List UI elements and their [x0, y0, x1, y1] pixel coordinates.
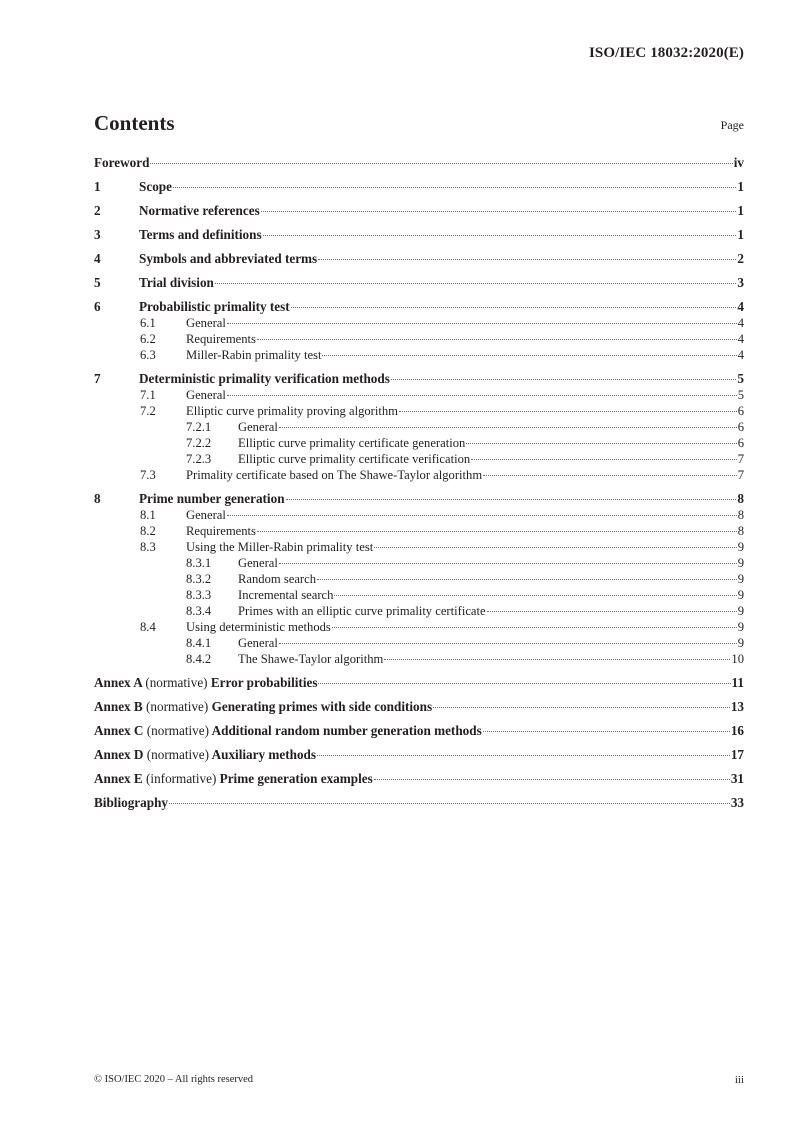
- toc-entry-number: 4: [94, 251, 101, 266]
- toc-entry-page: 9: [737, 604, 744, 618]
- toc-entry-page: 2: [737, 251, 744, 266]
- toc-entry-page: 5: [737, 371, 744, 386]
- toc-entry[interactable]: [94, 251, 744, 267]
- toc-entry[interactable]: [94, 315, 744, 331]
- dot-leader: [173, 186, 736, 188]
- toc-entry-page: 1: [737, 227, 744, 242]
- toc-entry-page: iv: [733, 155, 744, 170]
- toc-entry-title: General: [238, 636, 278, 650]
- annex-heading: [94, 675, 317, 691]
- toc-entry-page: 8: [737, 508, 744, 522]
- dot-leader: [279, 426, 737, 428]
- toc-entry[interactable]: [94, 587, 744, 603]
- dot-leader: [263, 234, 737, 236]
- toc-entry[interactable]: [94, 451, 744, 467]
- toc-annex-c[interactable]: [94, 723, 744, 739]
- toc-entry-title: Normative references: [139, 203, 260, 218]
- toc-entry[interactable]: [94, 491, 744, 507]
- dot-leader: [286, 498, 737, 500]
- toc-entry-title: Symbols and abbreviated terms: [139, 251, 318, 266]
- toc-entry-number: 8.4: [140, 620, 156, 634]
- toc-entry-title: Incremental search: [238, 588, 334, 602]
- toc-entry-page: 9: [737, 620, 744, 634]
- dot-leader: [215, 282, 737, 284]
- toc-entry[interactable]: [94, 467, 744, 483]
- dot-leader: [317, 754, 730, 756]
- toc-entry-title: Random search: [238, 572, 316, 586]
- dot-leader: [466, 442, 736, 444]
- annex-label: Annex A: [94, 675, 143, 690]
- annex-type: (normative): [146, 699, 209, 714]
- toc-bibliography[interactable]: [94, 795, 744, 811]
- toc-entry-number: 1: [94, 179, 101, 194]
- dot-leader: [257, 338, 737, 340]
- toc-entry[interactable]: [94, 651, 744, 667]
- toc-entry-title: Requirements: [186, 524, 256, 538]
- toc-entry-page: 17: [730, 747, 744, 762]
- annex-label: Annex B: [94, 699, 143, 714]
- toc-entry-title: The Shawe-Taylor algorithm: [238, 652, 384, 666]
- toc-entry-page: 9: [737, 588, 744, 602]
- toc-entry-number: 2: [94, 203, 101, 218]
- toc-entry-page: 4: [737, 332, 744, 346]
- toc-annex-a[interactable]: [94, 675, 744, 691]
- annex-heading: [94, 747, 316, 763]
- toc-entry-page: 5: [737, 388, 744, 402]
- toc-entry-number: 8.4.2: [186, 652, 212, 666]
- annex-type: (normative): [146, 723, 210, 738]
- toc-entry[interactable]: [94, 635, 744, 651]
- dot-leader: [291, 306, 737, 308]
- toc-entry-number: 8.2: [140, 524, 156, 538]
- toc-entry-number: 8.1: [140, 508, 156, 522]
- toc-entry-page: 4: [737, 299, 744, 314]
- toc-entry-title: Scope: [139, 179, 172, 194]
- annex-title: Auxiliary methods: [211, 747, 316, 762]
- toc-entry[interactable]: [94, 603, 744, 619]
- toc-annex-d[interactable]: [94, 747, 744, 763]
- toc-entry-title: General: [186, 508, 226, 522]
- toc-entry-number: 8.3.4: [186, 604, 212, 618]
- toc-entry-page: 6: [737, 404, 744, 418]
- dot-leader: [433, 706, 730, 708]
- toc-entry-number: 3: [94, 227, 101, 242]
- dot-leader: [257, 530, 737, 532]
- annex-title: Additional random number generation methods: [211, 723, 482, 738]
- toc-entry[interactable]: [94, 619, 744, 635]
- toc-entry[interactable]: [94, 331, 744, 347]
- toc-entry-number: 8.3.2: [186, 572, 212, 586]
- dot-leader: [318, 682, 730, 684]
- toc-entry-page: 9: [737, 540, 744, 554]
- toc-entry-number: 6.1: [140, 316, 156, 330]
- toc-entry[interactable]: [94, 419, 744, 435]
- toc-entry-title: Trial division: [139, 275, 214, 290]
- toc-entry-page: 4: [737, 348, 744, 362]
- dot-leader: [334, 594, 736, 596]
- toc-entry-title: Miller-Rabin primality test: [186, 348, 322, 362]
- toc-entry-number: 6: [94, 299, 101, 314]
- toc-entry-title: Requirements: [186, 332, 256, 346]
- toc-entry-page: 8: [737, 491, 744, 506]
- copyright-notice: © ISO/IEC 2020 – All rights reserved: [94, 1074, 254, 1085]
- annex-title: Error probabilities: [210, 675, 318, 690]
- toc-entry-page: 7: [737, 468, 744, 482]
- table-of-contents: [94, 155, 744, 811]
- toc-entry-number: 6.3: [140, 348, 156, 362]
- dot-leader: [391, 378, 737, 380]
- dot-leader: [483, 474, 737, 476]
- dot-leader: [261, 210, 737, 212]
- toc-entry-number: 8.3.1: [186, 556, 212, 570]
- toc-entry-number: 8.4.1: [186, 636, 212, 650]
- toc-entry-title: Foreword: [94, 155, 150, 170]
- toc-entry-number: 8.3: [140, 540, 156, 554]
- dot-leader: [322, 354, 736, 356]
- toc-entry-foreword[interactable]: [94, 155, 744, 171]
- dot-leader: [332, 626, 737, 628]
- dot-leader: [487, 610, 737, 612]
- toc-entry[interactable]: [94, 403, 744, 419]
- toc-entry-page: 31: [730, 771, 744, 786]
- toc-entry[interactable]: [94, 539, 744, 555]
- dot-leader: [169, 802, 730, 804]
- toc-entry[interactable]: [94, 227, 744, 243]
- toc-entry[interactable]: [94, 179, 744, 195]
- toc-entry-number: 7.2.1: [186, 420, 212, 434]
- toc-entry-title: Elliptic curve primality certificate generation: [238, 436, 466, 450]
- dot-leader: [483, 730, 730, 732]
- toc-entry-page: 9: [737, 572, 744, 586]
- toc-annex-e[interactable]: [94, 771, 744, 787]
- toc-entry-page: 1: [737, 203, 744, 218]
- toc-entry[interactable]: [94, 523, 744, 539]
- toc-entry-title: Prime number generation: [139, 491, 285, 506]
- annex-type: (normative): [146, 747, 210, 762]
- toc-entry-number: 7.2.3: [186, 452, 212, 466]
- annex-title: Prime generation examples: [219, 771, 373, 786]
- toc-entry-number: 5: [94, 275, 101, 290]
- page-column-label: Page: [720, 118, 744, 132]
- annex-label: Annex E: [94, 771, 143, 786]
- page-title: Contents: [94, 111, 175, 135]
- page-number: iii: [734, 1074, 744, 1086]
- toc-entry-page: 6: [737, 420, 744, 434]
- dot-leader: [227, 514, 737, 516]
- toc-entry-title: Deterministic primality verification methods: [139, 371, 390, 386]
- toc-entry-page: 10: [731, 652, 744, 666]
- toc-entry-page: 1: [737, 179, 744, 194]
- toc-entry-title: General: [238, 556, 278, 570]
- dot-leader: [279, 562, 737, 564]
- document-id: ISO/IEC 18032:2020(E): [588, 45, 744, 61]
- dot-leader: [317, 578, 737, 580]
- annex-label: Annex D: [94, 747, 144, 762]
- toc-entry-title: Terms and definitions: [139, 227, 262, 242]
- toc-entry-page: 3: [737, 275, 744, 290]
- toc-entry-number: 8.3.3: [186, 588, 212, 602]
- toc-entry-number: 8: [94, 491, 101, 506]
- dot-leader: [384, 658, 730, 660]
- toc-entry-number: 7.2: [140, 404, 156, 418]
- annex-title: Generating primes with side conditions: [211, 699, 433, 714]
- dot-leader: [374, 546, 736, 548]
- toc-entry-title: Using deterministic methods: [186, 620, 331, 634]
- toc-entry-page: 7: [737, 452, 744, 466]
- toc-entry-number: 7.1: [140, 388, 156, 402]
- dot-leader: [227, 394, 737, 396]
- toc-entry-number: 6.2: [140, 332, 156, 346]
- toc-entry[interactable]: [94, 435, 744, 451]
- dot-leader: [374, 778, 730, 780]
- toc-entry-page: 9: [737, 556, 744, 570]
- toc-entry[interactable]: [94, 347, 744, 363]
- toc-entry[interactable]: [94, 275, 744, 291]
- toc-entry-number: 7.3: [140, 468, 156, 482]
- annex-type: (normative): [145, 675, 208, 690]
- toc-entry-title: Primality certificate based on The Shawe-Taylor algorithm: [186, 468, 483, 482]
- toc-entry[interactable]: [94, 299, 744, 315]
- dot-leader: [471, 458, 737, 460]
- toc-entry-page: 4: [737, 316, 744, 330]
- annex-heading: [94, 771, 373, 787]
- annex-label: Annex C: [94, 723, 144, 738]
- toc-entry-title: Elliptic curve primality proving algorithm: [186, 404, 398, 418]
- toc-entry-title: Using the Miller-Rabin primality test: [186, 540, 374, 554]
- toc-entry[interactable]: [94, 371, 744, 387]
- toc-entry[interactable]: [94, 507, 744, 523]
- toc-entry-title: Primes with an elliptic curve primality certificate: [238, 604, 486, 618]
- annex-heading: [94, 699, 432, 715]
- toc-entry-page: 9: [737, 636, 744, 650]
- dot-leader: [279, 642, 737, 644]
- toc-entry-page: 16: [730, 723, 744, 738]
- toc-entry-page: 8: [737, 524, 744, 538]
- toc-entry-title: General: [186, 388, 226, 402]
- annex-type: (informative): [146, 771, 217, 786]
- dot-leader: [227, 322, 737, 324]
- toc-entry-page: 11: [731, 675, 744, 690]
- toc-entry[interactable]: [94, 555, 744, 571]
- dot-leader: [318, 258, 736, 260]
- toc-entry-page: 13: [730, 699, 744, 714]
- toc-entry-page: 6: [737, 436, 744, 450]
- dot-leader: [150, 162, 732, 164]
- annex-heading: [94, 723, 482, 739]
- toc-entry-title: Probabilistic primality test: [139, 299, 290, 314]
- toc-entry-number: 7: [94, 371, 101, 386]
- toc-entry-number: 7.2.2: [186, 436, 212, 450]
- toc-annex-b[interactable]: [94, 699, 744, 715]
- toc-entry[interactable]: [94, 387, 744, 403]
- toc-entry[interactable]: [94, 203, 744, 219]
- toc-entry[interactable]: [94, 571, 744, 587]
- toc-entry-page: 33: [730, 795, 744, 810]
- toc-entry-title: General: [186, 316, 226, 330]
- dot-leader: [399, 410, 737, 412]
- toc-entry-title: Bibliography: [94, 795, 169, 810]
- toc-entry-title: Elliptic curve primality certificate verification: [238, 452, 471, 466]
- toc-entry-title: General: [238, 420, 278, 434]
